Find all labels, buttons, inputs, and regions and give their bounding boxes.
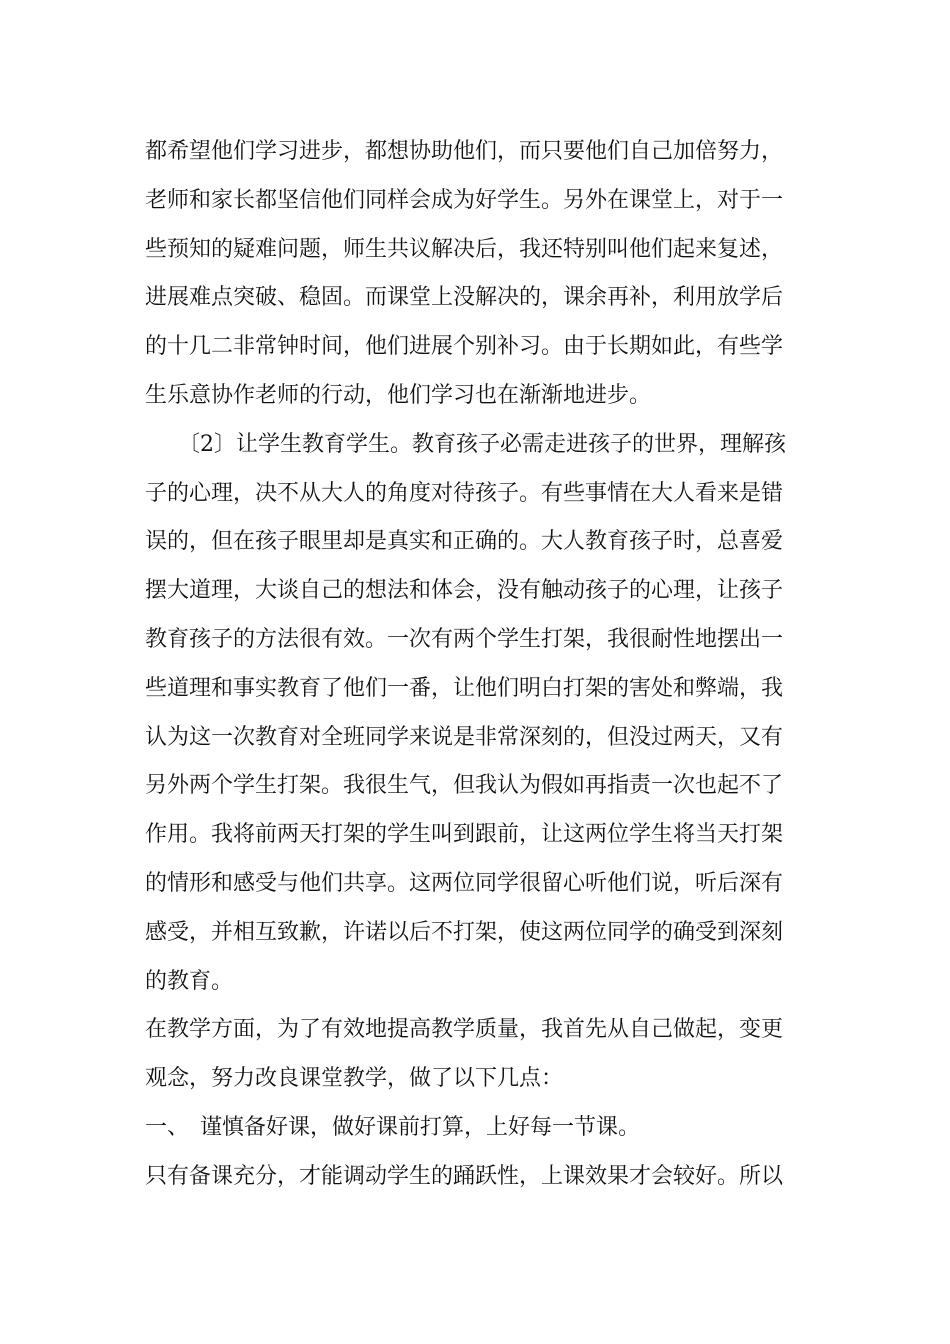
text-line: 误的，但在孩子眼里却是真实和正确的。大人教育孩子时，总喜爱 — [145, 529, 784, 555]
text-line: 子的心理，决不从大人的角度对待孩子。有些事情在大人看来是错 — [145, 480, 784, 506]
text-line: 的教育。 — [145, 968, 234, 994]
text-line: 些道理和事实教育了他们一番，让他们明白打架的害处和弊端，我 — [145, 675, 784, 701]
text-line: 的情形和感受与他们共享。这两位同学很留心听他们说，听后深有 — [145, 870, 784, 896]
text-line: 生乐意协作老师的行动，他们学习也在渐渐地进步。 — [145, 382, 652, 408]
text-line: 感受，并相互致歉，许诺以后不打架，使这两位同学的确受到深刻 — [145, 919, 784, 945]
text-line: 只有备课充分，才能调动学生的踊跃性，上课效果才会较好。所以 — [145, 1163, 784, 1189]
text-line: 老师和家长都坚信他们同样会成为好学生。另外在课堂上，对于一 — [145, 187, 784, 213]
text-line: 在教学方面，为了有效地提高教学质量，我首先从自己做起，变更 — [145, 1017, 784, 1043]
text-line: 进展难点突破、稳固。而课堂上没解决的，课余再补，利用放学后 — [145, 285, 784, 311]
text-line: 教育孩子的方法很有效。一次有两个学生打架，我很耐性地摆出一 — [145, 626, 784, 652]
text-line: 认为这一次教育对全班同学来说是非常深刻的，但没过两天，又有 — [145, 724, 784, 750]
text-line: 〔2〕让学生教育学生。教育孩子必需走进孩子的世界，理解孩 — [145, 431, 786, 457]
text-line: 的十几二非常钟时间，他们进展个别补习。由于长期如此，有些学 — [145, 334, 784, 360]
text-line: 都希望他们学习进步，都想协助他们，而只要他们自己加倍努力， — [145, 139, 784, 164]
document-body — [145, 128, 810, 1202]
text-line: 些预知的疑难问题，师生共议解决后，我还特别叫他们起来复述， — [145, 236, 784, 262]
text-line: 作用。我将前两天打架的学生叫到跟前，让这两位学生将当天打架 — [145, 822, 784, 848]
text-line: 观念，努力改良课堂教学，做了以下几点： — [145, 1066, 564, 1092]
text-line: 另外两个学生打架。我很生气，但我认为假如再指责一次也起不了 — [145, 773, 784, 799]
section-heading: 一、 谨慎备好课，做好课前打算，上好每一节课。 — [145, 1114, 641, 1140]
text-line: 摆大道理，大谈自己的想法和体会，没有触动孩子的心理，让孩子 — [145, 578, 784, 604]
